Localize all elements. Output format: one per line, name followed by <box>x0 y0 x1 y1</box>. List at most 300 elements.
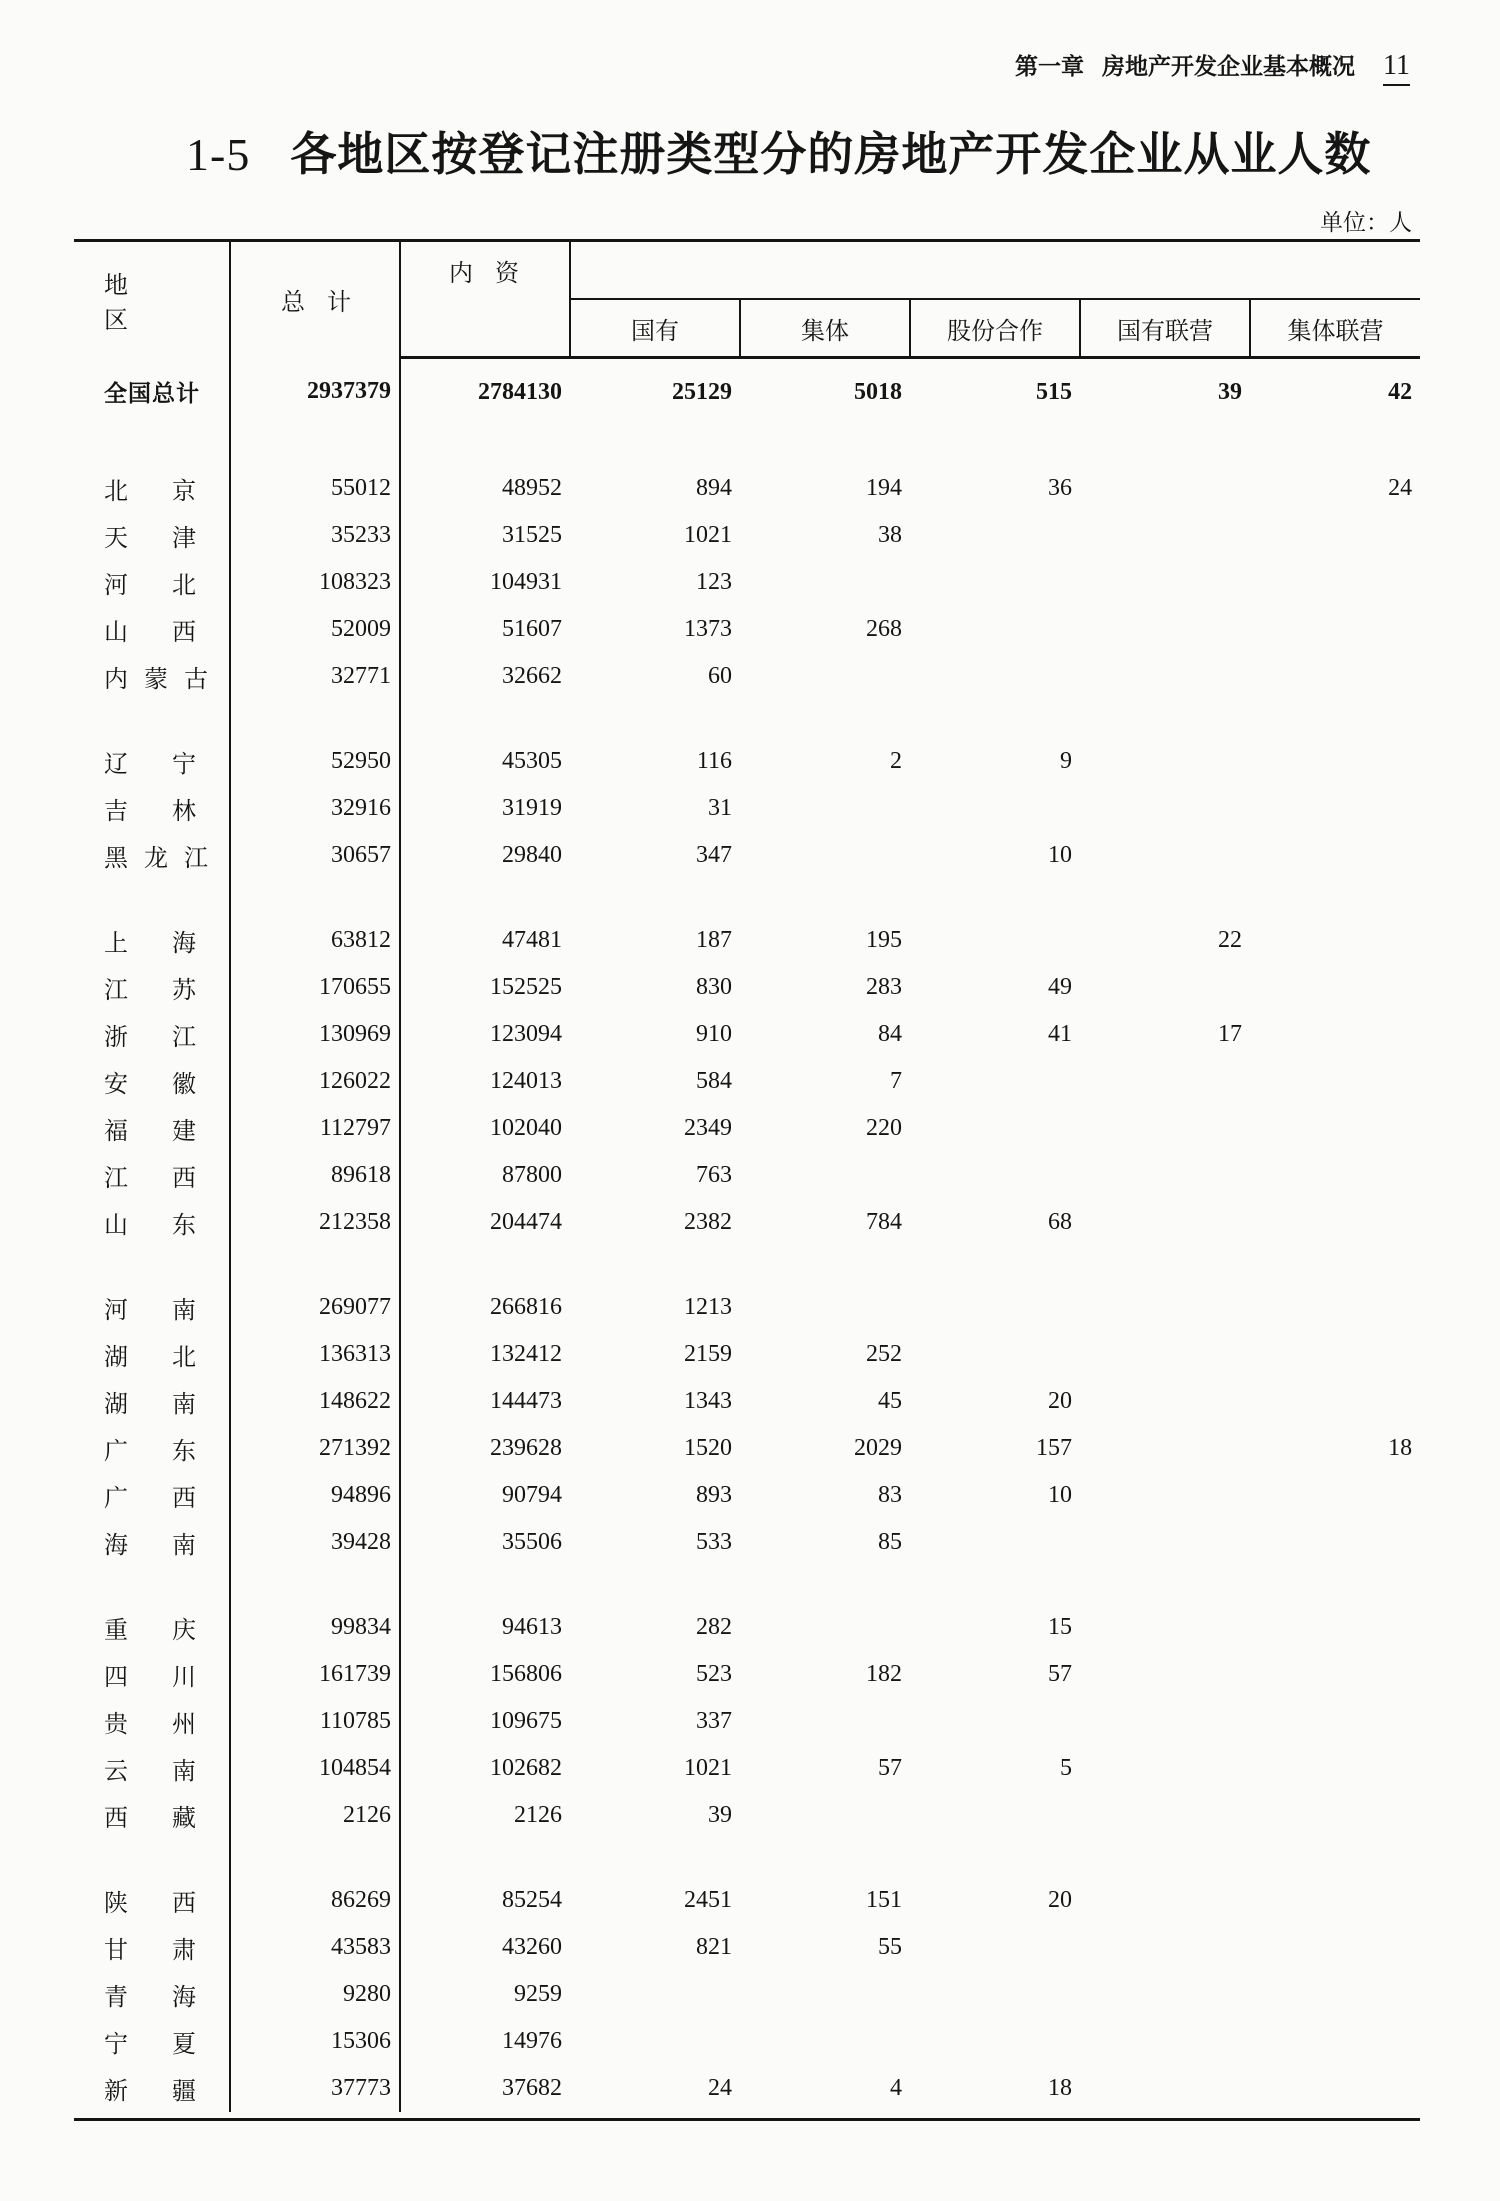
state-joint-cell <box>1080 832 1250 879</box>
collective-joint-cell <box>1250 1378 1420 1425</box>
group-spacer <box>74 700 1420 738</box>
state-joint-cell <box>1080 465 1250 512</box>
state-joint-cell <box>1080 1924 1250 1971</box>
running-header <box>1015 48 1410 86</box>
cooperative-cell <box>910 1152 1080 1199</box>
table-row <box>74 917 1420 964</box>
region-cell <box>74 1792 230 1839</box>
region-cell <box>74 559 230 606</box>
group-spacer <box>74 1839 1420 1877</box>
state-owned-cell: 39 <box>708 1802 732 1828</box>
region-cell <box>74 1284 230 1331</box>
collective-joint-cell <box>1250 1792 1420 1839</box>
collective-joint-cell <box>1250 1284 1420 1331</box>
collective-cell: 38 <box>878 522 902 548</box>
region-name: 陕 西 <box>104 1889 196 1917</box>
domestic-cell: 204474 <box>490 1209 562 1235</box>
region-cell <box>74 653 230 700</box>
state-owned-cell: 893 <box>696 1482 732 1508</box>
header-collective: 集体 <box>740 299 910 358</box>
region-cell <box>74 1472 230 1519</box>
state-owned-cell: 123 <box>696 569 732 595</box>
total-cell: 170655 <box>230 964 400 1011</box>
table-row <box>74 1792 1420 1839</box>
region-name: 浙 江 <box>104 1023 196 1051</box>
total-cell: 43583 <box>230 1924 400 1971</box>
total-cell: 2937379 <box>230 358 400 426</box>
collective-joint-cell <box>1250 653 1420 700</box>
region-name: 江 西 <box>104 1164 196 1192</box>
region-name: 河 北 <box>104 571 196 599</box>
table-row <box>74 1378 1420 1425</box>
collective-joint-cell <box>1250 1877 1420 1924</box>
cooperative-cell: 68 <box>1048 1209 1072 1235</box>
total-cell: 161739 <box>230 1651 400 1698</box>
collective-joint-cell <box>1250 1519 1420 1566</box>
region-cell <box>74 1519 230 1566</box>
region-cell <box>74 1058 230 1105</box>
domestic-cell: 104931 <box>490 569 562 595</box>
header-domestic-continuation <box>400 299 570 358</box>
region-cell <box>74 1425 230 1472</box>
collective-cell: 85 <box>878 1529 902 1555</box>
state-joint-cell <box>1080 738 1250 785</box>
domestic-cell: 2784130 <box>478 378 562 405</box>
state-owned-cell: 1021 <box>684 522 732 548</box>
cooperative-cell <box>910 1105 1080 1152</box>
total-cell: 126022 <box>230 1058 400 1105</box>
state-joint-cell <box>1080 1284 1250 1331</box>
domestic-cell: 31919 <box>502 795 562 821</box>
state-joint-cell <box>1080 964 1250 1011</box>
header-spacer <box>570 242 1420 299</box>
collective-joint-cell <box>1250 832 1420 879</box>
domestic-cell: 87800 <box>502 1162 562 1188</box>
collective-joint-cell <box>1250 738 1420 785</box>
collective-joint-cell <box>1250 917 1420 964</box>
domestic-cell: 14976 <box>502 2028 562 2054</box>
total-cell: 112797 <box>230 1105 400 1152</box>
collective-joint-cell <box>1250 559 1420 606</box>
collective-cell: 283 <box>866 974 902 1000</box>
cooperative-cell: 49 <box>1048 974 1072 1000</box>
group-spacer <box>74 425 1420 465</box>
domestic-cell: 2126 <box>514 1802 562 1828</box>
state-joint-cell <box>1080 1792 1250 1839</box>
collective-joint-cell <box>1250 606 1420 653</box>
state-owned-cell: 830 <box>696 974 732 1000</box>
table-row <box>74 1604 1420 1651</box>
collective-cell: 268 <box>866 616 902 642</box>
collective-joint-cell <box>1250 1472 1420 1519</box>
region-cell <box>74 1698 230 1745</box>
cooperative-cell <box>910 1698 1080 1745</box>
domestic-cell: 132412 <box>490 1341 562 1367</box>
cooperative-cell: 157 <box>1036 1435 1072 1461</box>
domestic-cell: 156806 <box>490 1661 562 1687</box>
table-row <box>74 1971 1420 2018</box>
total-cell: 130969 <box>230 1011 400 1058</box>
collective-joint-cell <box>1250 1105 1420 1152</box>
total-cell: 32916 <box>230 785 400 832</box>
cooperative-cell: 10 <box>1048 1482 1072 1508</box>
cooperative-cell <box>910 1792 1080 1839</box>
total-cell: 148622 <box>230 1378 400 1425</box>
collective-cell: 220 <box>866 1115 902 1141</box>
state-owned-cell: 1373 <box>684 616 732 642</box>
domestic-cell: 239628 <box>490 1435 562 1461</box>
total-cell: 35233 <box>230 512 400 559</box>
cooperative-cell <box>910 559 1080 606</box>
total-cell: 269077 <box>230 1284 400 1331</box>
region-name: 河 南 <box>104 1296 196 1324</box>
total-cell: 37773 <box>230 2065 400 2112</box>
collective-joint-cell <box>1250 1152 1420 1199</box>
region-name: 湖 北 <box>104 1343 196 1371</box>
region-cell <box>74 1378 230 1425</box>
region-name: 广 西 <box>104 1484 196 1512</box>
region-cell <box>74 358 230 426</box>
state-owned-cell: 116 <box>696 748 732 774</box>
collective-joint-cell <box>1250 1651 1420 1698</box>
cooperative-cell <box>910 2018 1080 2065</box>
domestic-cell: 266816 <box>490 1294 562 1320</box>
collective-joint-cell <box>1250 1698 1420 1745</box>
state-owned-cell: 821 <box>696 1934 732 1960</box>
table-row <box>74 1105 1420 1152</box>
collective-cell <box>740 1698 910 1745</box>
collective-joint-cell: 18 <box>1388 1435 1413 1461</box>
region-name: 云 南 <box>104 1757 196 1785</box>
table-row <box>74 653 1420 700</box>
state-joint-cell <box>1080 1971 1250 2018</box>
collective-joint-cell <box>1250 785 1420 832</box>
total-cell: 2126 <box>230 1792 400 1839</box>
collective-cell <box>740 1604 910 1651</box>
unit-label: 单位：人 <box>1320 210 1412 236</box>
state-joint-cell <box>1080 1331 1250 1378</box>
cooperative-cell <box>910 1331 1080 1378</box>
region-cell <box>74 1011 230 1058</box>
collective-joint-cell <box>1250 1058 1420 1105</box>
chapter-title: 房地产开发企业基本概况 <box>1102 54 1356 80</box>
collective-joint-cell <box>1250 512 1420 559</box>
table-row <box>74 832 1420 879</box>
table-row <box>74 1877 1420 1924</box>
data-table-wrapper <box>74 239 1420 2112</box>
state-owned-cell: 2382 <box>684 1209 732 1235</box>
cooperative-cell <box>910 1924 1080 1971</box>
total-cell: 9280 <box>230 1971 400 2018</box>
state-owned-cell: 347 <box>696 842 732 868</box>
state-owned-cell <box>570 2018 740 2065</box>
table-row <box>74 606 1420 653</box>
domestic-cell: 47481 <box>502 927 562 953</box>
collective-cell: 55 <box>878 1934 902 1960</box>
table-body <box>74 358 1420 2113</box>
table-row <box>74 1472 1420 1519</box>
collective-joint-cell <box>1250 1011 1420 1058</box>
state-joint-cell <box>1080 512 1250 559</box>
table-row <box>74 1651 1420 1698</box>
total-cell: 108323 <box>230 559 400 606</box>
region-cell <box>74 1105 230 1152</box>
table-row <box>74 1745 1420 1792</box>
state-owned-cell: 282 <box>696 1614 732 1640</box>
cooperative-cell: 9 <box>1060 748 1072 774</box>
state-owned-cell: 31 <box>708 795 732 821</box>
header-cooperative: 股份合作 <box>910 299 1080 358</box>
region-cell <box>74 964 230 1011</box>
total-cell: 15306 <box>230 2018 400 2065</box>
collective-joint-cell <box>1250 2018 1420 2065</box>
total-cell: 39428 <box>230 1519 400 1566</box>
state-owned-cell: 1343 <box>684 1388 732 1414</box>
cooperative-cell <box>910 785 1080 832</box>
region-name: 北 京 <box>104 477 196 505</box>
table-row <box>74 1698 1420 1745</box>
group-spacer <box>74 1566 1420 1604</box>
region-name: 宁 夏 <box>104 2030 196 2058</box>
domestic-cell: 85254 <box>502 1887 562 1913</box>
collective-cell <box>740 785 910 832</box>
grand-total-row <box>74 358 1420 426</box>
region-name: 广 东 <box>104 1437 196 1465</box>
domestic-cell: 29840 <box>502 842 562 868</box>
region-cell <box>74 832 230 879</box>
table-row <box>74 738 1420 785</box>
table-row <box>74 1284 1420 1331</box>
total-cell: 212358 <box>230 1199 400 1246</box>
state-joint-cell <box>1080 2018 1250 2065</box>
collective-cell <box>740 1792 910 1839</box>
region-cell <box>74 1152 230 1199</box>
domestic-cell: 94613 <box>502 1614 562 1640</box>
employment-table <box>74 242 1420 2112</box>
table-row <box>74 964 1420 1011</box>
collective-cell: 252 <box>866 1341 902 1367</box>
collective-joint-cell: 42 <box>1388 378 1413 405</box>
table-row <box>74 1152 1420 1199</box>
state-joint-cell: 17 <box>1218 1021 1242 1047</box>
collective-cell <box>740 832 910 879</box>
state-owned-cell: 25129 <box>672 378 732 405</box>
collective-cell: 4 <box>890 2075 902 2101</box>
state-owned-cell: 2451 <box>684 1887 732 1913</box>
total-cell: 104854 <box>230 1745 400 1792</box>
cooperative-cell <box>910 1971 1080 2018</box>
collective-joint-cell <box>1250 2065 1420 2112</box>
collective-cell: 84 <box>878 1021 902 1047</box>
state-joint-cell <box>1080 1604 1250 1651</box>
state-owned-cell: 1213 <box>684 1294 732 1320</box>
collective-cell <box>740 1152 910 1199</box>
region-cell <box>74 1877 230 1924</box>
table-row <box>74 1011 1420 1058</box>
state-owned-cell: 2159 <box>684 1341 732 1367</box>
cooperative-cell: 20 <box>1048 1887 1072 1913</box>
cooperative-cell: 20 <box>1048 1388 1072 1414</box>
total-cell: 99834 <box>230 1604 400 1651</box>
cooperative-cell: 57 <box>1048 1661 1072 1687</box>
cooperative-cell <box>910 653 1080 700</box>
domestic-cell: 31525 <box>502 522 562 548</box>
state-joint-cell <box>1080 1058 1250 1105</box>
cooperative-cell: 10 <box>1048 842 1072 868</box>
region-name: 江 苏 <box>104 976 196 1004</box>
collective-joint-cell <box>1250 964 1420 1011</box>
region-cell <box>74 465 230 512</box>
collective-cell <box>740 653 910 700</box>
region-name: 重 庆 <box>104 1616 196 1644</box>
region-name: 湖 南 <box>104 1390 196 1418</box>
group-spacer <box>74 1246 1420 1284</box>
collective-cell: 83 <box>878 1482 902 1508</box>
collective-joint-cell: 24 <box>1388 475 1413 501</box>
region-name: 新 疆 <box>104 2077 196 2105</box>
state-joint-cell: 39 <box>1218 378 1242 405</box>
state-owned-cell: 894 <box>696 475 732 501</box>
total-cell: 136313 <box>230 1331 400 1378</box>
collective-cell: 7 <box>890 1068 902 1094</box>
total-cell: 86269 <box>230 1877 400 1924</box>
region-cell <box>74 1745 230 1792</box>
region-name: 天 津 <box>104 524 196 552</box>
state-owned-cell: 60 <box>708 663 732 689</box>
region-cell <box>74 1651 230 1698</box>
total-cell: 110785 <box>230 1698 400 1745</box>
header-state-owned: 国有 <box>570 299 740 358</box>
region-name: 安 徽 <box>104 1070 196 1098</box>
domestic-cell: 102040 <box>490 1115 562 1141</box>
header-domestic: 内资 <box>400 242 570 299</box>
header-total: 总计 <box>230 242 400 358</box>
cooperative-cell: 41 <box>1048 1021 1072 1047</box>
region-cell <box>74 1971 230 2018</box>
collective-cell: 195 <box>866 927 902 953</box>
collective-cell: 151 <box>866 1887 902 1913</box>
region-cell <box>74 1924 230 1971</box>
total-cell: 30657 <box>230 832 400 879</box>
collective-cell: 45 <box>878 1388 902 1414</box>
table-row <box>74 1924 1420 1971</box>
table-row <box>74 1199 1420 1246</box>
table-row <box>74 1425 1420 1472</box>
collective-cell <box>740 1284 910 1331</box>
cooperative-cell <box>910 606 1080 653</box>
table-row <box>74 1519 1420 1566</box>
collective-cell: 2 <box>890 748 902 774</box>
region-name: 贵 州 <box>104 1710 196 1738</box>
total-cell: 271392 <box>230 1425 400 1472</box>
table-row <box>74 512 1420 559</box>
region-cell <box>74 1331 230 1378</box>
collective-joint-cell <box>1250 1199 1420 1246</box>
table-title-text: 各地区按登记注册类型分的房地产开发企业从业人数 <box>290 127 1372 181</box>
collective-joint-cell <box>1250 1745 1420 1792</box>
state-owned-cell: 584 <box>696 1068 732 1094</box>
region-cell <box>74 917 230 964</box>
state-owned-cell: 1520 <box>684 1435 732 1461</box>
domestic-cell: 43260 <box>502 1934 562 1960</box>
header-state-joint: 国有联营 <box>1080 299 1250 358</box>
region-cell <box>74 2065 230 2112</box>
domestic-cell: 144473 <box>490 1388 562 1414</box>
state-joint-cell <box>1080 1199 1250 1246</box>
state-joint-cell <box>1080 559 1250 606</box>
collective-cell: 194 <box>866 475 902 501</box>
cooperative-cell <box>910 1284 1080 1331</box>
state-joint-cell <box>1080 1877 1250 1924</box>
region-name: 海 南 <box>104 1531 196 1559</box>
region-name: 黑 龙 江 <box>104 844 208 872</box>
total-cell: 63812 <box>230 917 400 964</box>
state-owned-cell: 337 <box>696 1708 732 1734</box>
domestic-cell: 35506 <box>502 1529 562 1555</box>
table-row <box>74 559 1420 606</box>
domestic-cell: 48952 <box>502 475 562 501</box>
total-cell: 89618 <box>230 1152 400 1199</box>
domestic-cell: 51607 <box>502 616 562 642</box>
cooperative-cell <box>910 512 1080 559</box>
domestic-cell: 102682 <box>490 1755 562 1781</box>
collective-joint-cell <box>1250 1971 1420 2018</box>
table-row <box>74 2065 1420 2112</box>
collective-cell <box>740 2018 910 2065</box>
cooperative-cell: 5 <box>1060 1755 1072 1781</box>
domestic-cell: 152525 <box>490 974 562 1000</box>
domestic-cell: 109675 <box>490 1708 562 1734</box>
table-header <box>74 242 1420 358</box>
region-name: 内 蒙 古 <box>104 665 208 693</box>
state-joint-cell <box>1080 1152 1250 1199</box>
group-spacer <box>74 879 1420 917</box>
region-cell <box>74 785 230 832</box>
collective-cell: 5018 <box>854 378 902 405</box>
domestic-cell: 124013 <box>490 1068 562 1094</box>
cooperative-cell: 515 <box>1036 378 1072 405</box>
cooperative-cell: 18 <box>1048 2075 1072 2101</box>
table-row <box>74 2018 1420 2065</box>
state-joint-cell <box>1080 2065 1250 2112</box>
region-cell <box>74 738 230 785</box>
domestic-cell: 37682 <box>502 2075 562 2101</box>
cooperative-cell: 15 <box>1048 1614 1072 1640</box>
state-joint-cell <box>1080 1698 1250 1745</box>
collective-joint-cell <box>1250 1924 1420 1971</box>
region-cell <box>74 1199 230 1246</box>
region-cell <box>74 512 230 559</box>
region-name: 辽 宁 <box>104 750 196 778</box>
region-name: 山 东 <box>104 1211 196 1239</box>
table-row <box>74 465 1420 512</box>
region-name: 吉 林 <box>104 797 196 825</box>
region-name: 青 海 <box>104 1983 196 2011</box>
total-cell: 94896 <box>230 1472 400 1519</box>
region-name: 四 川 <box>104 1663 196 1691</box>
state-joint-cell <box>1080 653 1250 700</box>
state-joint-cell: 22 <box>1218 927 1242 953</box>
state-owned-cell: 1021 <box>684 1755 732 1781</box>
total-cell: 52009 <box>230 606 400 653</box>
domestic-cell: 123094 <box>490 1021 562 1047</box>
cooperative-cell <box>910 917 1080 964</box>
domestic-cell: 90794 <box>502 1482 562 1508</box>
region-cell <box>74 1604 230 1651</box>
state-owned-cell <box>570 1971 740 2018</box>
collective-cell <box>740 1971 910 2018</box>
total-cell: 55012 <box>230 465 400 512</box>
